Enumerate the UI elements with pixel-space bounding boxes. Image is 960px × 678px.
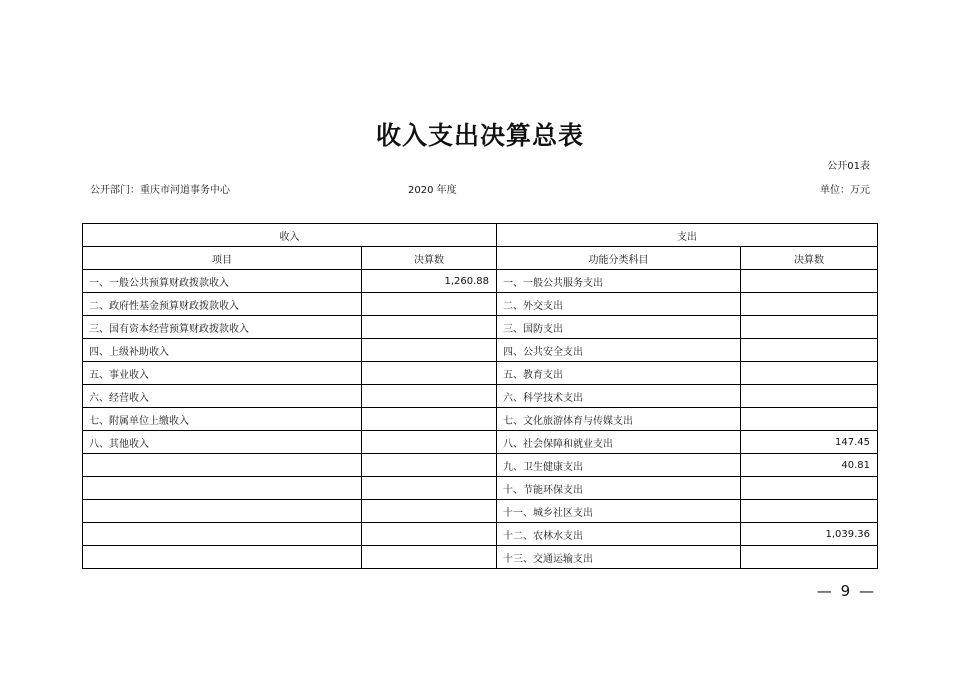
- table-row: [83, 362, 878, 385]
- table-row: [83, 293, 878, 316]
- unit-label: 单位：万元: [820, 185, 870, 196]
- expense-header: 支出: [497, 224, 878, 247]
- expense-item-cell: 二、外交支出: [497, 293, 741, 316]
- income-amount-cell: [362, 546, 497, 569]
- expense-item-cell: 三、国防支出: [497, 316, 741, 339]
- income-amount-cell: [362, 523, 497, 546]
- income-amount-cell: [362, 293, 497, 316]
- expense-item-cell: 七、文化旅游体育与传媒支出: [497, 408, 741, 431]
- table-row: [83, 408, 878, 431]
- income-amount-cell: [362, 477, 497, 500]
- expense-amount-cell: 147.45: [741, 431, 878, 454]
- table-row: [83, 523, 878, 546]
- income-item-cell: [83, 500, 362, 523]
- document-title: 收入支出决算总表: [375, 121, 584, 150]
- column-header-row: [83, 247, 878, 270]
- income-amount-cell: [362, 385, 497, 408]
- income-amount-cell: [362, 431, 497, 454]
- table-row: [83, 500, 878, 523]
- budget-table: [82, 223, 878, 569]
- department-label: 公开部门：重庆市河道事务中心: [90, 185, 230, 196]
- income-amount-cell: [362, 500, 497, 523]
- table-row: [83, 431, 878, 454]
- expense-item-cell: 十二、农林水支出: [497, 523, 741, 546]
- expense-amount-cell: [741, 408, 878, 431]
- col-header-expense-amount: 决算数: [741, 247, 878, 270]
- income-amount-cell: [362, 316, 497, 339]
- expense-amount-cell: 40.81: [741, 454, 878, 477]
- page-number: — 9 —: [816, 582, 876, 600]
- expense-item-cell: 十三、交通运输支出: [497, 546, 741, 569]
- expense-amount-cell: [741, 362, 878, 385]
- income-item-cell: 三、国有资本经营预算财政拨款收入: [83, 316, 362, 339]
- expense-item-cell: 九、卫生健康支出: [497, 454, 741, 477]
- col-header-item: 项目: [83, 247, 362, 270]
- expense-item-cell: 四、公共安全支出: [497, 339, 741, 362]
- expense-item-cell: 十、节能环保支出: [497, 477, 741, 500]
- expense-amount-cell: [741, 270, 878, 293]
- income-item-cell: 一、一般公共预算财政拨款收入: [83, 270, 362, 293]
- income-item-cell: 六、经营收入: [83, 385, 362, 408]
- expense-amount-cell: [741, 546, 878, 569]
- income-item-cell: [83, 454, 362, 477]
- expense-amount-cell: [741, 293, 878, 316]
- income-amount-cell: [362, 362, 497, 385]
- income-item-cell: 七、附属单位上缴收入: [83, 408, 362, 431]
- income-amount-cell: [362, 408, 497, 431]
- expense-item-cell: 六、科学技术支出: [497, 385, 741, 408]
- col-header-category: 功能分类科目: [497, 247, 741, 270]
- table-row: [83, 546, 878, 569]
- expense-amount-cell: [741, 339, 878, 362]
- fiscal-year: 2020 年度: [408, 185, 457, 196]
- income-item-cell: [83, 477, 362, 500]
- income-item-cell: 八、其他收入: [83, 431, 362, 454]
- form-number: 公开01表: [827, 161, 870, 172]
- table-row: [83, 385, 878, 408]
- expense-amount-cell: 1,039.36: [741, 523, 878, 546]
- table-row: [83, 316, 878, 339]
- income-item-cell: [83, 546, 362, 569]
- expense-amount-cell: [741, 500, 878, 523]
- income-header: 收入: [83, 224, 497, 247]
- income-amount-cell: [362, 454, 497, 477]
- income-item-cell: 五、事业收入: [83, 362, 362, 385]
- col-header-amount: 决算数: [362, 247, 497, 270]
- expense-item-cell: 八、社会保障和就业支出: [497, 431, 741, 454]
- expense-amount-cell: [741, 316, 878, 339]
- expense-amount-cell: [741, 477, 878, 500]
- table-row: [83, 454, 878, 477]
- income-item-cell: [83, 523, 362, 546]
- expense-item-cell: 一、一般公共服务支出: [497, 270, 741, 293]
- table-row: [83, 339, 878, 362]
- table-row: [83, 270, 878, 293]
- section-header-row: [83, 224, 878, 247]
- expense-amount-cell: [741, 385, 878, 408]
- income-item-cell: 四、上级补助收入: [83, 339, 362, 362]
- income-item-cell: 二、政府性基金预算财政拨款收入: [83, 293, 362, 316]
- expense-item-cell: 十一、城乡社区支出: [497, 500, 741, 523]
- expense-item-cell: 五、教育支出: [497, 362, 741, 385]
- table-row: [83, 477, 878, 500]
- income-amount-cell: 1,260.88: [362, 270, 497, 293]
- income-amount-cell: [362, 339, 497, 362]
